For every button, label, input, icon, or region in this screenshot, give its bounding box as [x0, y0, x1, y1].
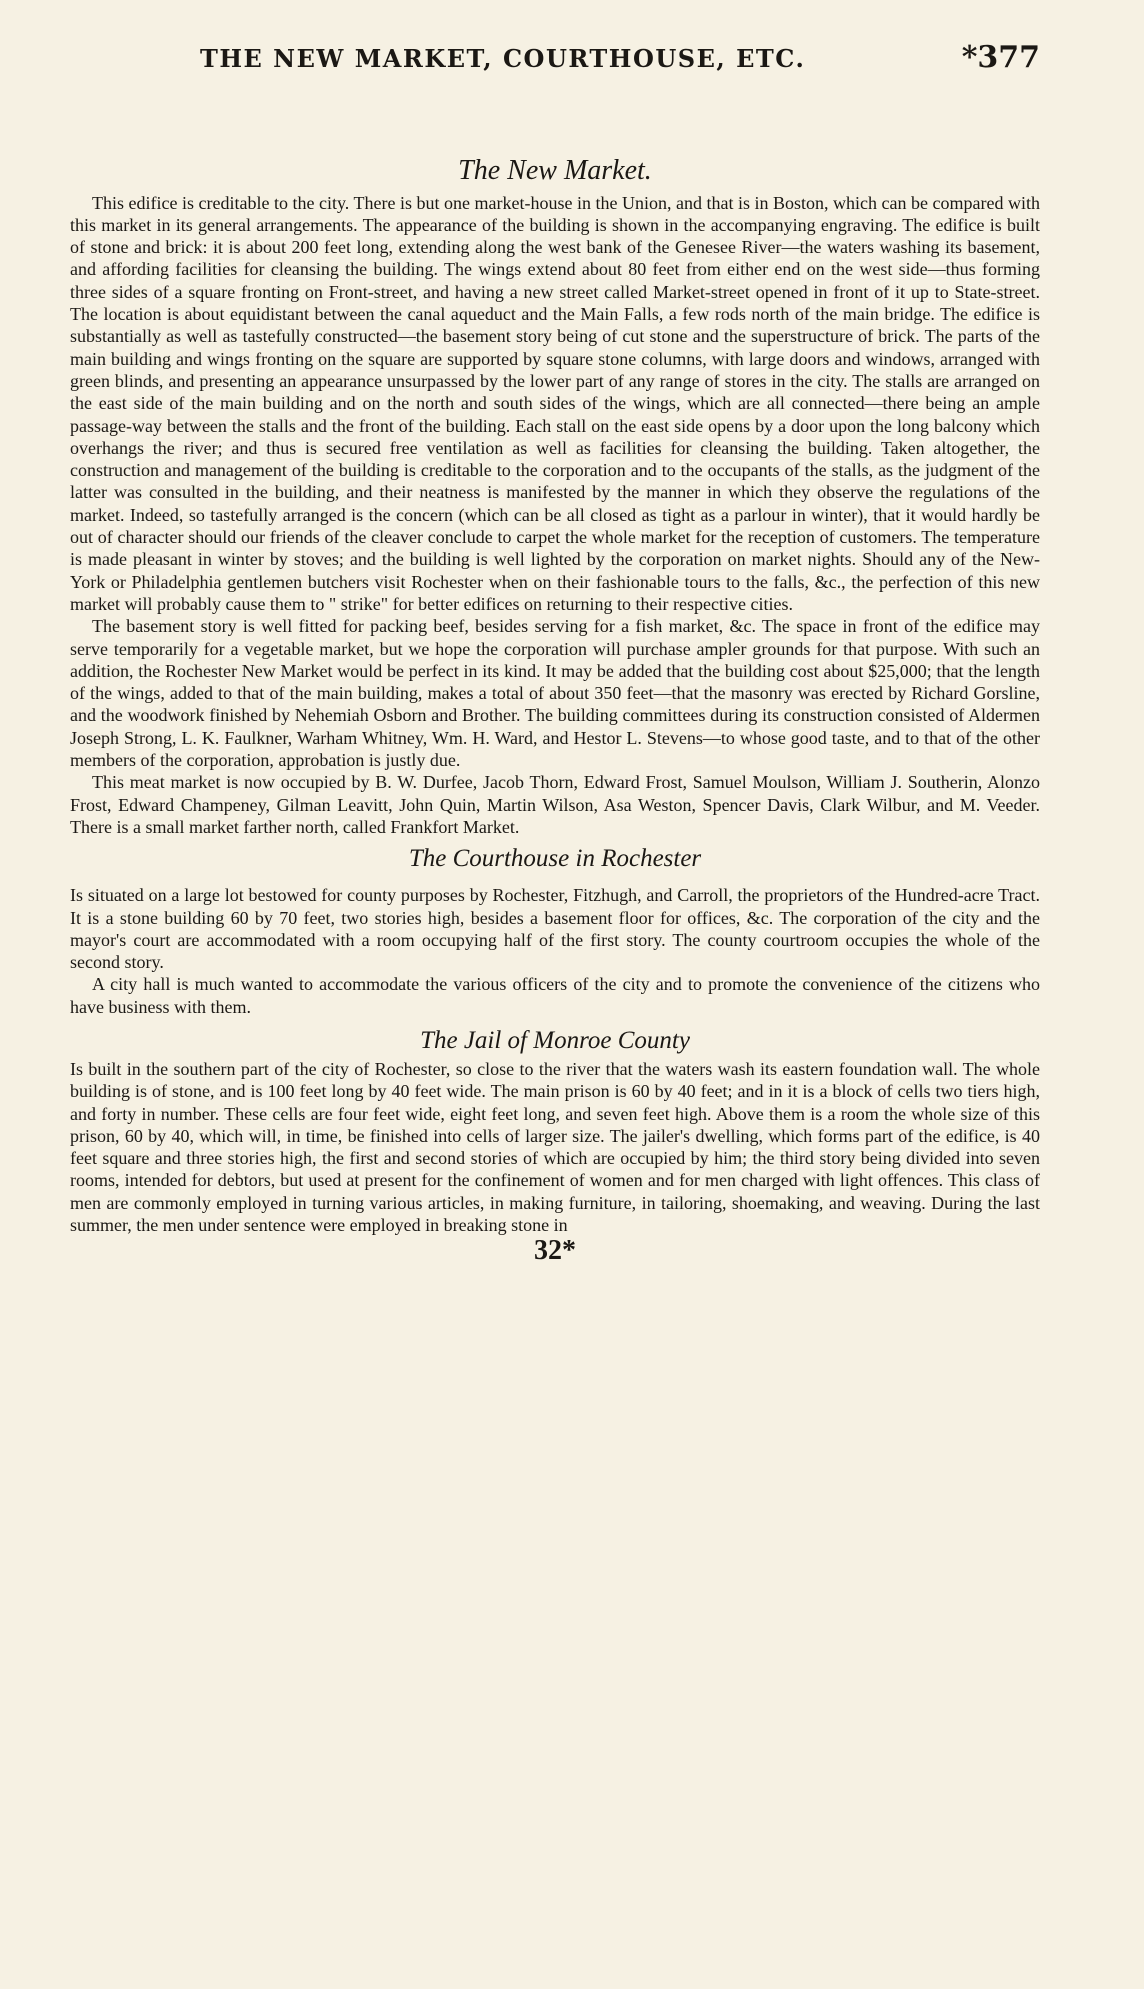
paragraph: A city hall is much wanted to accommodate the various officers of the city and to promote the convenience of the citizens who have business with them.: [70, 974, 1040, 1017]
section-heading-courthouse: The Courthouse in Rochester: [408, 845, 702, 873]
book-page: [70, 40, 1040, 1970]
paragraph: Is built in the southern part of the city of Rochester, so close to the river that the waters wash its eastern foundation wall. The whole building is of stone, and is 100 feet long by 40 feet wide. The main prison is 60 by 40 feet; and in it is a block of cells two tiers high, and forty in number. These cells are four feet wide, eight feet long, and seven feet high. Above them is a room the whole size of this prison, 60 by 40, which will, in time, be finished into cells of larger size. The jailer's dwelling, which forms part of the edifice, is 40 feet square and three stories high, the first and second stories of which are occupied by him; the third story being divided into seven rooms, intended for debtors, but used at present for the confinement of women and for men charged with light offences. This class of men are commonly employed in turning various articles, in making furniture, in tailoring, shoemaking, and weaving. During the last summer, the men under sentence were employed in breaking stone in: [70, 1058, 1040, 1236]
paragraph: The basement story is well fitted for packing beef, besides serving for a fish market, &c. The space in front of the edifice may serve temporarily for a vegetable market, but we hope the corporation will purchase ampler grounds for that purpose. With such an addition, the Rochester New Market would be perfect in its kind. It may be added that the building cost about $25,000; that the length of the wings, added to that of the main building, makes a total of about 350 feet—that the masonry was erected by Richard Gorsline, and the woodwork finished by Nehemiah Osborn and Brother. The building committees during its construction consisted of Aldermen Joseph Strong, L. K. Faulkner, Warham Whitney, Wm. H. Ward, and Hestor L. Stevens—to whose good taste, and to that of the other members of the corporation, approbation is justly due.: [70, 616, 1040, 771]
running-head: [70, 40, 1040, 88]
paragraph: This meat market is now occupied by B. W. Durfee, Jacob Thorn, Edward Frost, Samuel Moulson, William J. Southerin, Alonzo Frost, Edward Champeney, Gilman Leavitt, John Quin, Martin Wilson, Asa Weston, Spencer Davis, Clark Wilbur, and M. Veeder. There is a small market farther north, called Frankfort Market.: [70, 772, 1040, 837]
signature-mark: 32*: [534, 1235, 576, 1267]
paragraph: Is situated on a large lot bestowed for county purposes by Rochester, Fitzhugh, and Carroll, the proprietors of the Hundred-acre Tract. It is a stone building 60 by 70 feet, two stories high, besides a basement floor for offices, &c. The corporation of the city and the mayor's court are accommodated with a room occupying half of the first story. The county courtroom occupies the whole of the second story.: [70, 885, 1040, 973]
section-new-market: [70, 154, 1040, 838]
paragraph: This edifice is creditable to the city. There is but one market-house in the Union, and that is in Boston, which can be compared with this market in its general arrangements. The appearance of the building is shown in the accompanying engraving. The edifice is built of stone and brick: it is about 200 feet long, extending along the west bank of the Genesee River—the waters washing its basement, and affording facilities for cleansing the building. The wings extend about 80 feet from either end on the west side—thus forming three sides of a square fronting on Front-street, and having a new street called Market-street opened in front of it up to State-street. The location is about equidistant between the canal aqueduct and the Main Falls, a few rods north of the main bridge. The edifice is substantially as well as tastefully constructed—the basement story being of cut stone and the superstructure of brick. The parts of the main building and wings fronting on the square are supported by square stone columns, with large doors and windows, arranged with green blinds, and presenting an appearance unsurpassed by the lower part of any range of stores in the city. The stalls are arranged on the east side of the main building and on the north and south sides of the wings, which are all connected—there being an ample passage-way between the stalls and the front of the building. Each stall on the east side opens by a door upon the long balcony which overhangs the river; and thus is secured free ventilation as well as facilities for cleansing the building. Taken altogether, the construction and management of the building is creditable to the corporation and to the occupants of the stalls, as the judgment of the latter was consulted in the building, and their neatness is manifested by the manner in which they observe the regulations of the market. Indeed, so tastefully arranged is the concern (which can be all closed as tight as a parlour in winter), that it would hardly be out of character should our friends of the cleaver conclude to carpet the whole market for the reception of customers. The temperature is made pleasant in winter by stoves; and the building is well lighted by the corporation on market nights. Should any of the New-York or Philadelphia gentlemen butchers visit Rochester when on their fashionable tours to the falls, &c., the perfection of this new market will probably cause them to " strike" for better edifices on returning to their respective cities.: [70, 192, 1040, 614]
section-jail: [70, 1026, 1040, 1236]
section-heading-new-market: The New Market.: [458, 155, 652, 186]
section-heading-jail: The Jail of Monroe County: [420, 1026, 690, 1054]
section-courthouse: [70, 844, 1040, 1018]
running-title: THE NEW MARKET, COURTHOUSE, ETC.: [200, 44, 806, 73]
page-number: *377: [961, 40, 1040, 75]
